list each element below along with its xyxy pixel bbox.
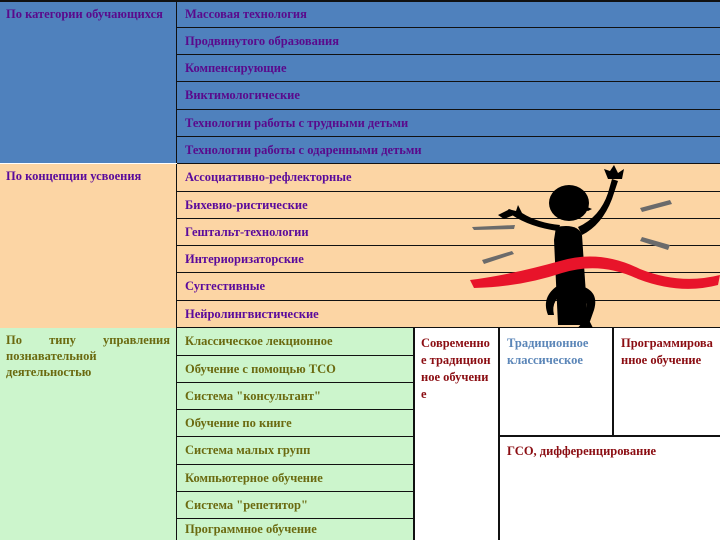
list-item: Обучение с помощью ТСО (177, 356, 413, 383)
list-item: Нейролингвистические (177, 301, 720, 328)
list-item: Ассоциативно-рефлекторные (177, 164, 720, 192)
list-item: Компенсирующие (177, 55, 720, 82)
list-item: Интериоризаторские (177, 246, 720, 273)
category-label: По категории обучающихся (0, 2, 177, 163)
list-item: Технологии работы с трудными детьми (177, 110, 720, 137)
list-item: Технологии работы с одаренными детьми (177, 137, 720, 164)
list-item: Продвинутого образования (177, 28, 720, 55)
programmed-label: Программированное обучение (621, 336, 713, 367)
list-item: Система "консультант" (177, 383, 413, 410)
list-item: Компьютерное обучение (177, 465, 413, 492)
gso-differentiation-label: ГСО, дифференцирование (507, 444, 657, 458)
list-item: Обучение по книге (177, 410, 413, 437)
list-item: Программное обучение (185, 522, 317, 536)
category-label: По концепции усвоения (0, 164, 177, 328)
traditional-classic-label: Традиционное классическое (507, 336, 589, 367)
list-item: Бихевио-ристические (177, 192, 720, 219)
list-item: Виктимологические (177, 82, 720, 110)
list-item: Суггестивные (177, 273, 720, 301)
modern-traditional-label: Современное традиционное обучение (421, 336, 491, 401)
category-label: По типу управления познавательной деятельностью (0, 328, 177, 540)
list-item: Система малых групп (177, 437, 413, 465)
list-item: Классическое лекционное (177, 328, 413, 356)
list-item: Система "репетитор" (177, 492, 413, 519)
list-item: Гештальт-технологии (177, 219, 720, 246)
divider (498, 435, 720, 437)
runner-crossing-finish-line-icon (470, 165, 720, 330)
list-item: Массовая технология (177, 2, 720, 28)
